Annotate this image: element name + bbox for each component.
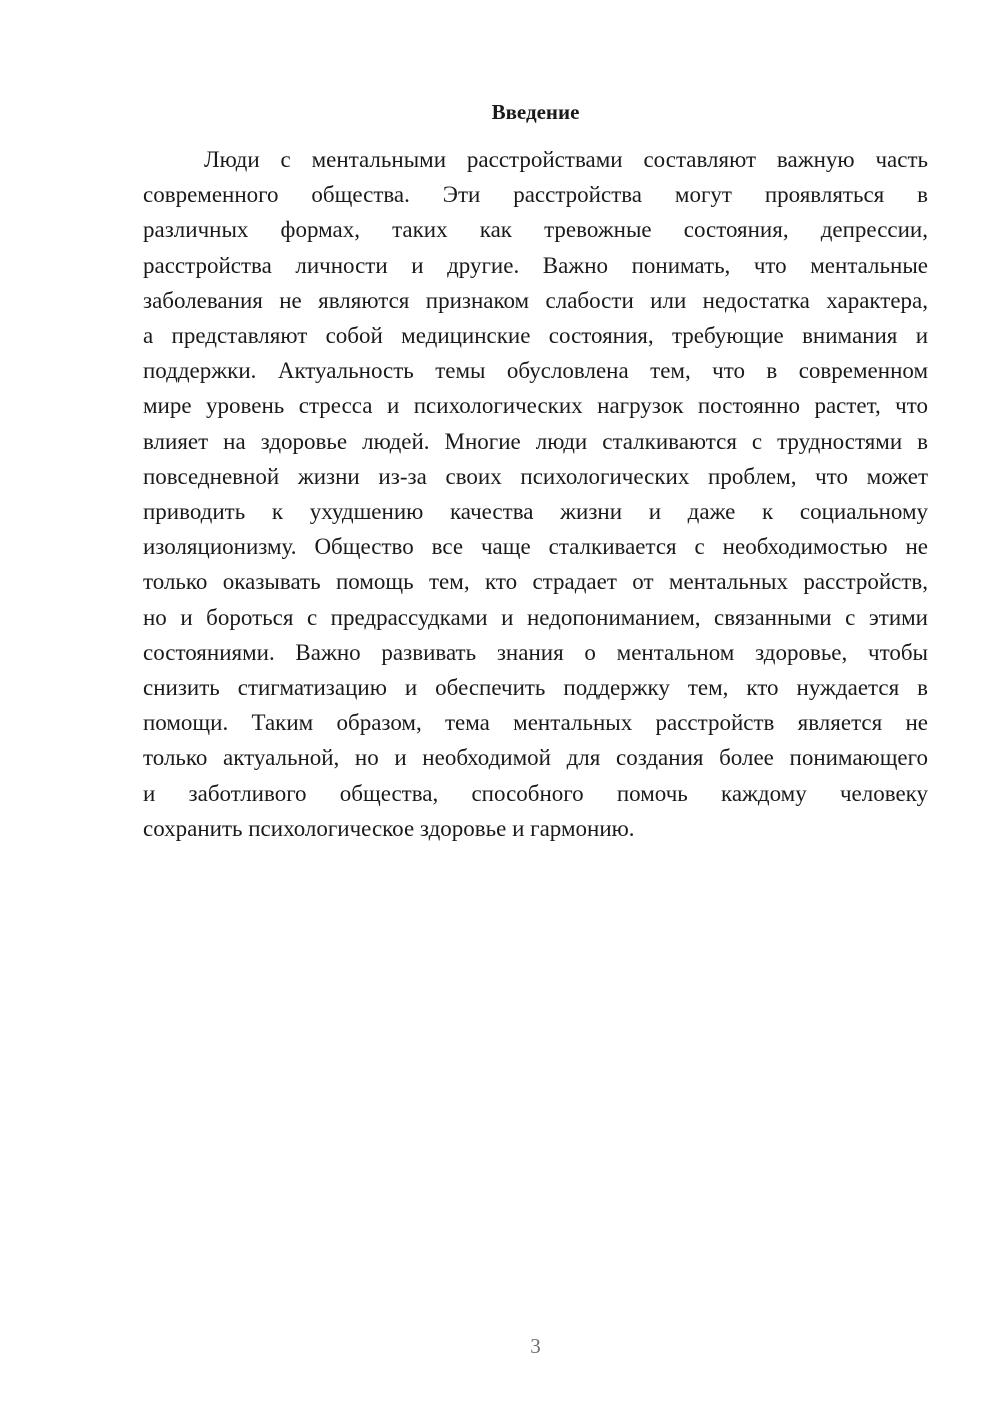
body-paragraph xyxy=(143,142,928,846)
paragraph-line: только оказывать помощь тем, кто страдает от ментальных расстройств, xyxy=(143,569,928,595)
paragraph-line: влияет на здоровье людей. Многие люди сталкиваются с трудностями в xyxy=(143,428,928,454)
paragraph-line: но и бороться с предрассудками и недопониманием, связанными с этими xyxy=(143,604,928,630)
paragraph-line: поддержки. Актуальность темы обусловлена тем, что в современном xyxy=(143,358,928,384)
paragraph-line: помощи. Таким образом, тема ментальных расстройств является не xyxy=(143,710,928,736)
paragraph-line: Люди с ментальными расстройствами составляют важную часть xyxy=(204,147,928,172)
paragraph-line: повседневной жизни из-за своих психологических проблем, что может xyxy=(143,463,928,489)
paragraph-line: мире уровень стресса и психологических нагрузок постоянно растет, что xyxy=(143,393,928,419)
page-number: 3 xyxy=(530,1334,541,1358)
paragraph-line: изоляционизму. Общество все чаще сталкивается с необходимостью не xyxy=(143,534,928,560)
section-heading: Введение xyxy=(491,100,580,124)
paragraph-line: расстройства личности и другие. Важно понимать, что ментальные xyxy=(143,252,928,278)
paragraph-line: различных формах, таких как тревожные состояния, депрессии, xyxy=(143,217,928,243)
paragraph-line: только актуальной, но и необходимой для создания более понимающего xyxy=(143,745,928,771)
paragraph-line: и заботливого общества, способного помочь каждому человеку xyxy=(143,780,928,806)
paragraph-line: а представляют собой медицинские состояния, требующие внимания и xyxy=(143,323,928,349)
paragraph-line: снизить стигматизацию и обеспечить поддержку тем, кто нуждается в xyxy=(143,675,928,701)
paragraph-line: состояниями. Важно развивать знания о ментальном здоровье, чтобы xyxy=(143,639,928,665)
paragraph-line: приводить к ухудшению качества жизни и даже к социальному xyxy=(143,499,928,525)
paragraph-line: заболевания не являются признаком слабости или недостатка характера, xyxy=(143,287,928,313)
paragraph-line: современного общества. Эти расстройства могут проявляться в xyxy=(143,182,928,208)
paragraph-line: сохранить психологическое здоровье и гармонию. xyxy=(143,815,635,841)
